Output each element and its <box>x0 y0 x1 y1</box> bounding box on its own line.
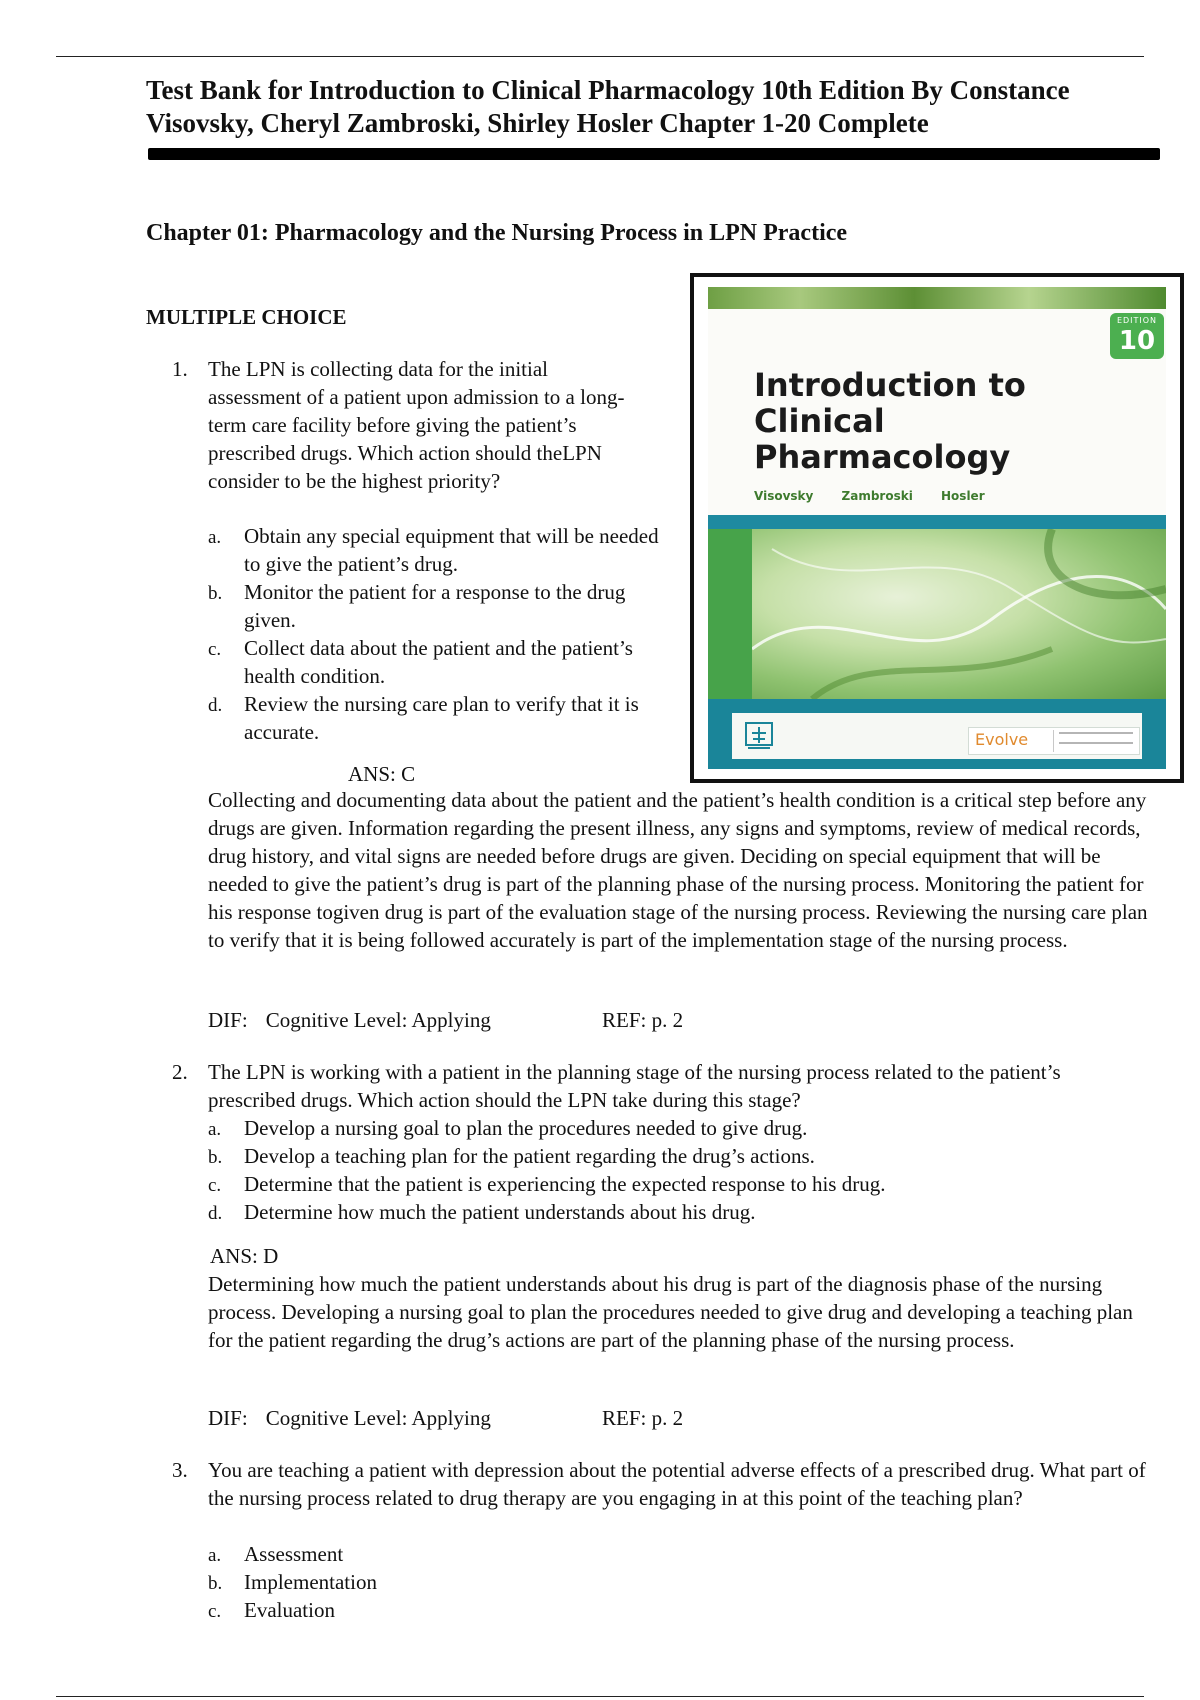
dif-value: Cognitive Level: Applying <box>265 1008 491 1032</box>
book-cover-image <box>690 273 1184 783</box>
ref-value: REF: p. 2 <box>602 1406 684 1430</box>
cover-footer <box>708 699 1166 769</box>
cover-author: Hosler <box>941 489 985 503</box>
cover-title: Introduction to Clinical Pharmacology <box>754 366 1026 476</box>
evolve-fine-print-line <box>1059 732 1133 734</box>
question-stem: You are teaching a patient with depression about the potential adverse effects of a prescribed drug. What part of the nursing process related to drug therapy are you engaging in at this point of the teaching plan? <box>208 1458 1146 1510</box>
question-number: 3. <box>172 1458 188 1482</box>
edition-badge <box>1110 313 1164 359</box>
evolve-divider <box>1053 730 1054 752</box>
cover-art-swirl <box>752 529 1166 699</box>
evolve-fine-print-line <box>1059 742 1133 744</box>
option-letter: c. <box>208 1175 222 1196</box>
option-letter: c. <box>208 639 222 660</box>
edition-number: 10 <box>1118 326 1156 356</box>
option-letter: b. <box>208 1147 223 1168</box>
dif-label: DIF: <box>208 1008 248 1032</box>
option-letter: b. <box>208 583 223 604</box>
cover-footer-panel <box>732 713 1142 759</box>
cover-top-band <box>708 287 1166 309</box>
option-text: Determine how much the patient understands about his drug. <box>244 1200 756 1224</box>
cover-authors <box>754 489 1009 503</box>
option-text: Evaluation <box>244 1598 335 1622</box>
question-stem: The LPN is working with a patient in the planning stage of the nursing process related to the patient’s prescribed drugs. Which action should the LPN take during this stage? <box>208 1060 1061 1112</box>
cover-author: Visovsky <box>754 489 814 503</box>
question-number: 1. <box>172 357 188 381</box>
edition-label: EDITION <box>1116 316 1158 325</box>
dif-label: DIF: <box>208 1406 248 1430</box>
option-letter: d. <box>208 695 223 716</box>
option-text: Monitor the patient for a response to the drug given. <box>244 580 626 632</box>
section-heading: MULTIPLE CHOICE <box>146 305 347 329</box>
option-text: Obtain any special equipment that will be needed to give the patient’s drug. <box>244 524 659 576</box>
evolve-label: Evolve <box>975 730 1029 749</box>
answer-rationale: Determining how much the patient understands about his drug is part of the diagnosis phase of the nursing process. Developing a nursing goal to plan the procedures needed to give drug and developing a teaching plan for the patient regarding the drug’s actions are part of the planning phase of the nursing process. <box>208 1272 1133 1352</box>
cover-artwork <box>752 529 1166 699</box>
top-rule <box>56 56 1144 57</box>
option-letter: a. <box>208 1119 222 1140</box>
evolve-badge <box>968 727 1140 755</box>
option-letter: a. <box>208 1545 222 1566</box>
option-text: Implementation <box>244 1570 377 1594</box>
question-meta <box>208 1404 684 1432</box>
answer-rationale: Collecting and documenting data about the patient and the patient’s health condition is a critical step before any drugs are given. Information regarding the present illness, any signs and symptoms, review of medical records, drug history, and vital signs are needed before drugs are given. Deciding on special equipment that will be needed to give the patient’s drug is part of the planning phase of the nursing process. Monitoring the patient for his response togiven drug is part of the evaluation stage of the nursing process. Reviewing the nursing care plan to verify that it is being followed accurately is part of the implementation stage of the nursing process. <box>208 788 1148 952</box>
option-text: Review the nursing care plan to verify that it is accurate. <box>244 692 639 744</box>
answer-key: ANS: C <box>348 762 416 786</box>
question-meta <box>208 1006 684 1034</box>
question-stem: The LPN is collecting data for the initial assessment of a patient upon admission to a long-term care facility before giving the patient’s prescribed drugs. Which action should theLPN consider to be the highest priority? <box>208 357 625 493</box>
option-text: Assessment <box>244 1542 344 1566</box>
title-underline-bar <box>148 148 1160 160</box>
publisher-logo-icon <box>742 719 776 753</box>
chapter-heading: Chapter 01: Pharmacology and the Nursing Process in LPN Practice <box>146 220 848 246</box>
option-letter: c. <box>208 1601 222 1622</box>
book-cover <box>708 287 1166 769</box>
bottom-rule <box>56 1696 1144 1697</box>
option-text: Develop a teaching plan for the patient regarding the drug’s actions. <box>244 1144 815 1168</box>
ref-value: REF: p. 2 <box>602 1008 684 1032</box>
answer-key: ANS: D <box>210 1244 279 1268</box>
option-text: Collect data about the patient and the patient’s health condition. <box>244 636 633 688</box>
option-text: Determine that the patient is experiencing the expected response to his drug. <box>244 1172 886 1196</box>
dif-value: Cognitive Level: Applying <box>265 1406 491 1430</box>
option-text: Develop a nursing goal to plan the procedures needed to give drug. <box>244 1116 808 1140</box>
question-number: 2. <box>172 1060 188 1084</box>
cover-stripe <box>708 515 1166 529</box>
option-letter: d. <box>208 1203 223 1224</box>
option-letter: b. <box>208 1573 223 1594</box>
option-letter: a. <box>208 527 222 548</box>
cover-side-band <box>708 529 752 699</box>
cover-author: Zambroski <box>841 489 913 503</box>
document-title: Test Bank for Introduction to Clinical Pharmacology 10th Edition By Constance Visovsky, Cheryl Zambroski, Shirley Hosler Chapter 1-20 Complete <box>146 75 1070 138</box>
